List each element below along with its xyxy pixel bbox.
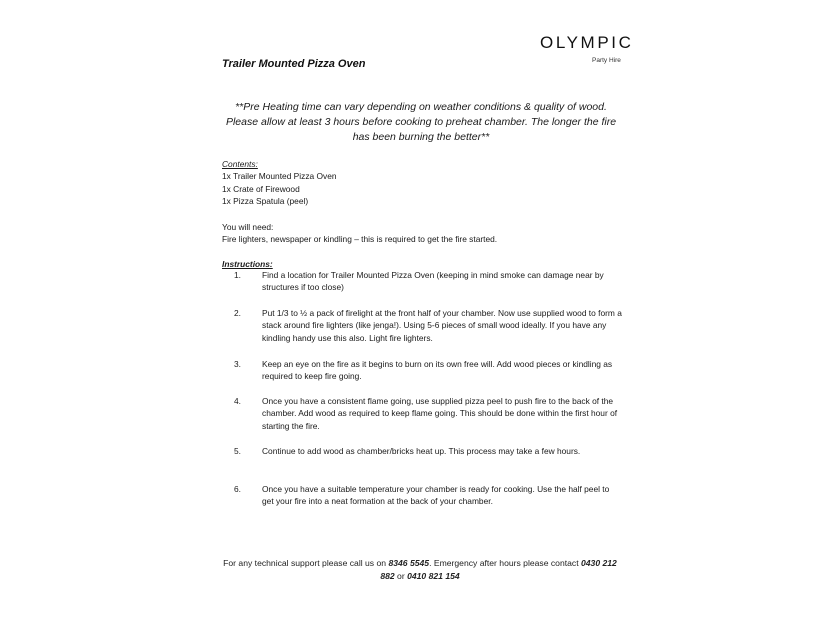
need-heading: You will need: xyxy=(222,222,274,232)
contents-item: 1x Crate of Firewood xyxy=(222,183,300,194)
step-text: Continue to add wood as chamber/bricks heat up. This process may take a few hours. xyxy=(262,446,581,456)
step-text: Once you have a suitable temperature your chamber is ready for cooking. Use the half peel to get your fire into a neat formation at the back of your chamber. xyxy=(262,484,610,507)
support-phone: 8346 5545 xyxy=(388,558,430,568)
step-number: 5. xyxy=(234,446,241,456)
logo-subtitle: Party Hire xyxy=(592,57,621,64)
footer-text: or xyxy=(394,570,408,581)
step-text: Find a location for Trailer Mounted Pizza Oven (keeping in mind smoke can damage near by structures if too close) xyxy=(262,270,604,293)
document-title: Trailer Mounted Pizza Oven xyxy=(222,58,366,70)
step-number: 1. xyxy=(234,270,241,280)
emergency-phone-alt: 0410 821 154 xyxy=(407,570,460,581)
olympic-logo: OLYMPIC xyxy=(540,33,634,52)
contents-item: 1x Pizza Spatula (peel) xyxy=(222,195,309,206)
step-number: 2. xyxy=(234,308,241,318)
contents-section xyxy=(222,158,622,207)
preheat-notice: **Pre Heating time can vary depending on weather conditions & quality of wood. Please allow at least 3 hours before cooking to preheat chamber. The longer the fire has been burning the better** xyxy=(225,101,617,143)
footer-text: . Emergency after hours please contact xyxy=(429,558,581,568)
step-text: Keep an eye on the fire as it begins to burn on its own free will. Add wood pieces or kindling as required to keep fire going. xyxy=(262,359,613,382)
emergency-phone: 0430 212 882 xyxy=(380,558,617,581)
contents-item: 1x Trailer Mounted Pizza Oven xyxy=(222,171,337,182)
step-text: Once you have a consistent flame going, use supplied pizza peel to push fire to the back of the chamber. Add wood as required to keep flame going. This should be done within the first hour of starting the fire. xyxy=(262,396,618,431)
step-number: 3. xyxy=(234,359,241,369)
support-footer xyxy=(218,557,622,582)
instructions-heading: Instructions: xyxy=(222,259,273,269)
contents-heading: Contents: xyxy=(222,159,258,169)
need-text: Fire lighters, newspaper or kindling – this is required to get the fire started. xyxy=(222,234,498,245)
step-number: 6. xyxy=(234,484,241,494)
you-will-need-section xyxy=(222,221,622,246)
footer-text: For any technical support please call us on xyxy=(223,558,389,568)
step-text: Put 1/3 to ½ a pack of firelight at the front half of your chamber. Now use supplied wood to form a stack around fire lighters (like jenga!). Using 5-6 pieces of small wood ideally. If you have any kindling handy use this also. Light fire lighters. xyxy=(262,308,622,343)
step-number: 4. xyxy=(234,396,241,406)
instructions-section xyxy=(222,258,622,507)
